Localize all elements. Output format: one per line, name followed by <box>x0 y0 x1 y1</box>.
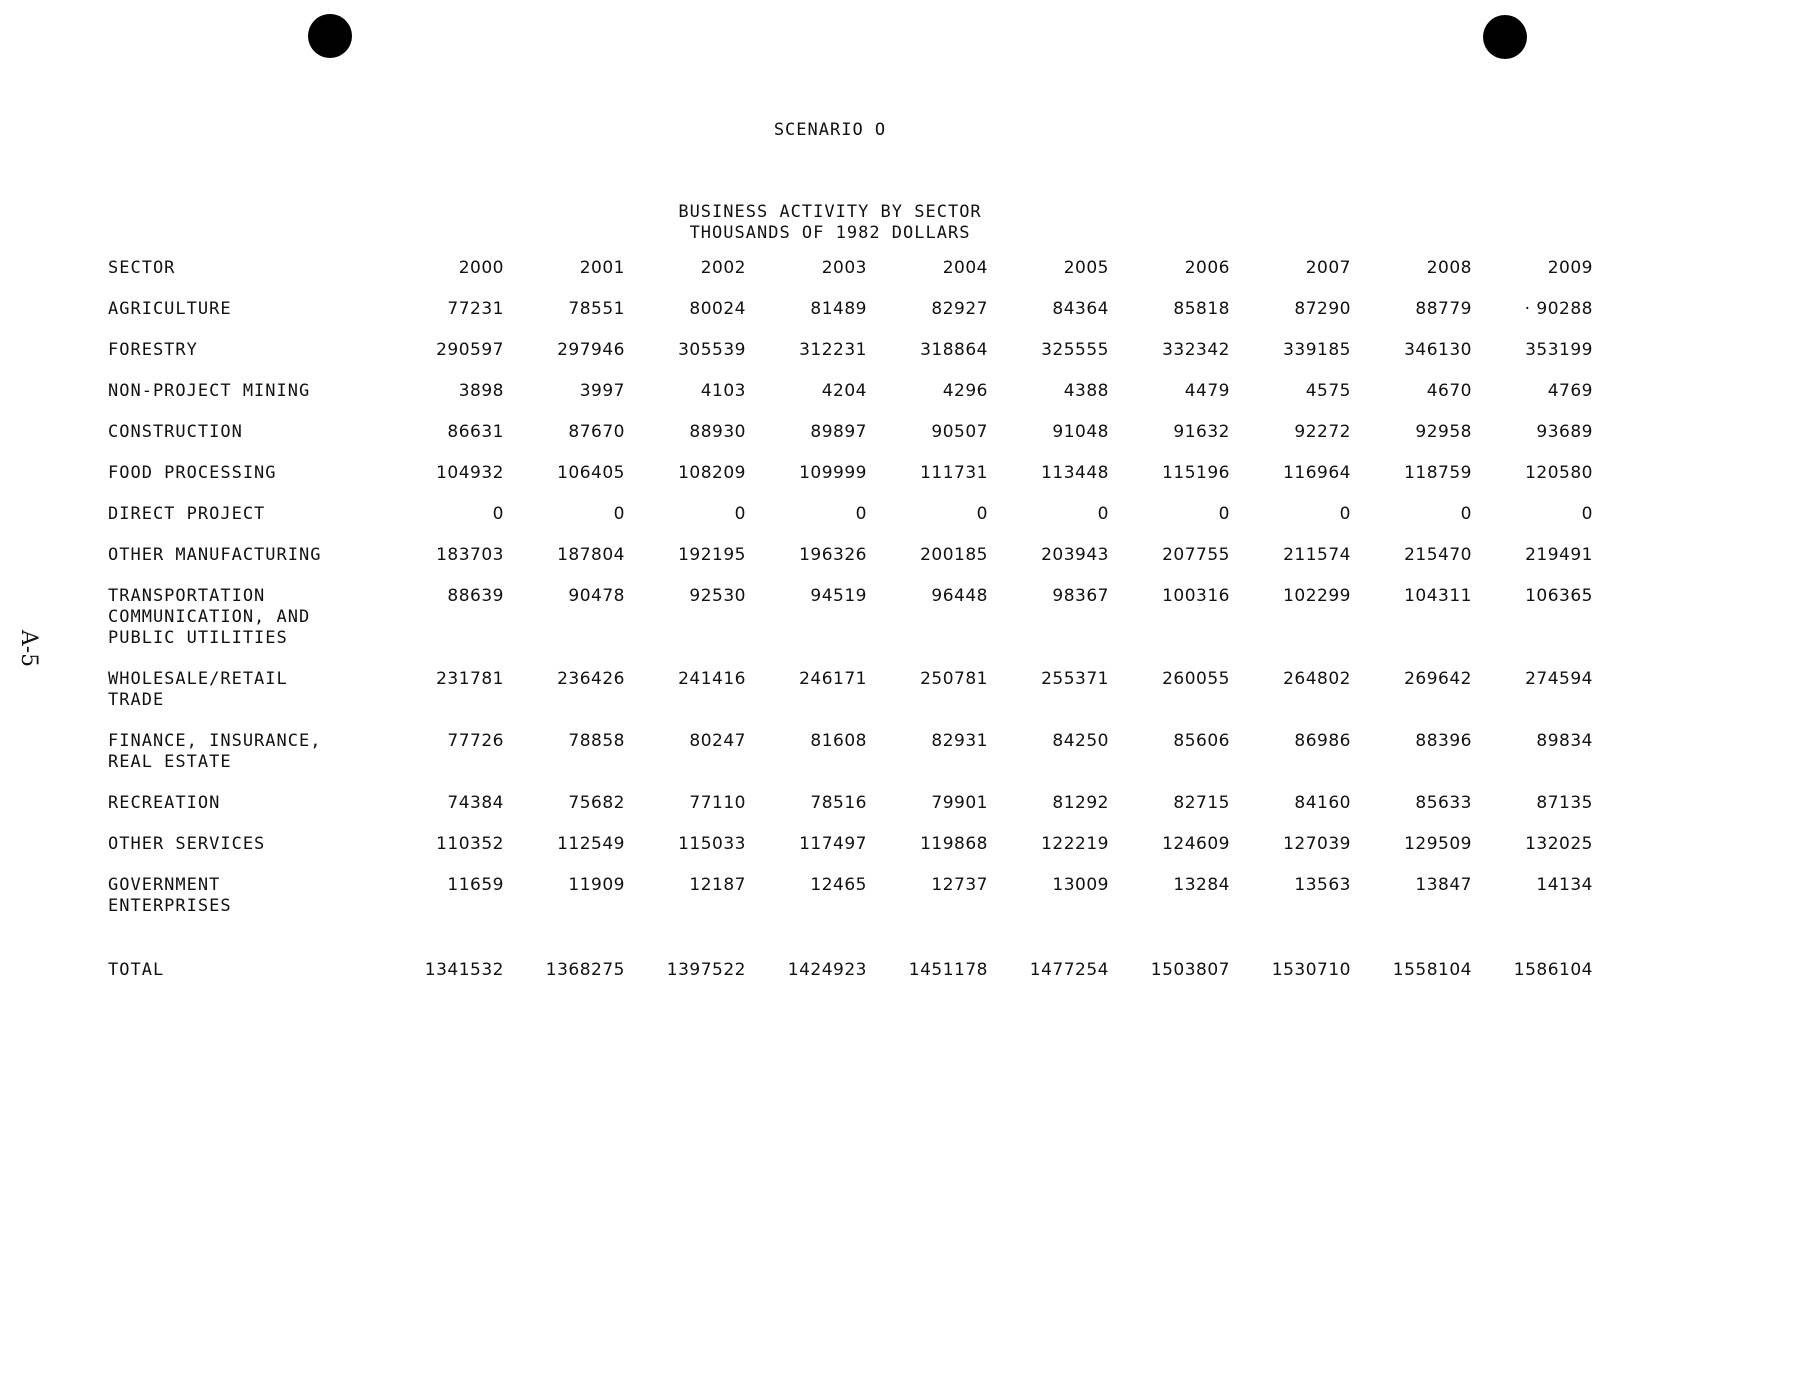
cell-value: 106405 <box>557 463 625 483</box>
year-header: 2002 <box>700 258 746 278</box>
cell-value: 12737 <box>931 875 988 895</box>
sector-column-header: SECTOR <box>108 258 176 278</box>
cell-value: 14134 <box>1536 875 1593 895</box>
cell-value: 187804 <box>557 545 625 565</box>
cell-value: 89897 <box>810 422 867 442</box>
cell-value: 77110 <box>689 793 746 813</box>
cell-value: 84250 <box>1052 731 1109 751</box>
cell-value: 246171 <box>799 669 867 689</box>
cell-value: 318864 <box>920 340 988 360</box>
cell-value: 290597 <box>436 340 504 360</box>
cell-value: 196326 <box>799 545 867 565</box>
sector-name: FOOD PROCESSING <box>108 463 277 483</box>
cell-value: 104932 <box>436 463 504 483</box>
cell-value: 115033 <box>678 834 746 854</box>
cell-value: 0 <box>613 504 625 524</box>
cell-value: 91048 <box>1052 422 1109 442</box>
table-row <box>108 299 1593 340</box>
cell-value: 1451178 <box>908 960 988 980</box>
cell-value: 81292 <box>1052 793 1109 813</box>
cell-value: 13847 <box>1415 875 1472 895</box>
cell-value: 80024 <box>689 299 746 319</box>
cell-value: 4769 <box>1547 381 1593 401</box>
cell-value: 111731 <box>920 463 988 483</box>
sector-name: FINANCE, INSURANCE, REAL ESTATE <box>108 731 322 772</box>
cell-value: 1477254 <box>1029 960 1109 980</box>
cell-value: 102299 <box>1283 586 1351 606</box>
cell-value: 260055 <box>1162 669 1230 689</box>
table-subtitle-line: THOUSANDS OF 1982 DOLLARS <box>689 223 971 243</box>
cell-value: 264802 <box>1283 669 1351 689</box>
cell-value: 122219 <box>1041 834 1109 854</box>
cell-value: 3898 <box>458 381 504 401</box>
header-row <box>108 258 1593 299</box>
year-header: 2001 <box>579 258 625 278</box>
cell-value: 13009 <box>1052 875 1109 895</box>
cell-value: 312231 <box>799 340 867 360</box>
table-row <box>108 545 1593 586</box>
cell-value: 0 <box>1097 504 1109 524</box>
cell-value: 108209 <box>678 463 746 483</box>
cell-value: 112549 <box>557 834 625 854</box>
cell-value: 84160 <box>1294 793 1351 813</box>
table-title-line: BUSINESS ACTIVITY BY SECTOR <box>678 202 982 222</box>
cell-value: 339185 <box>1283 340 1351 360</box>
table-row <box>108 586 1593 669</box>
cell-value: 86631 <box>447 422 504 442</box>
cell-value: 74384 <box>447 793 504 813</box>
cell-value: 85633 <box>1415 793 1472 813</box>
cell-value: 1586104 <box>1513 960 1593 980</box>
cell-value: 75682 <box>568 793 625 813</box>
cell-value: 77231 <box>447 299 504 319</box>
cell-value: 78516 <box>810 793 867 813</box>
cell-value: 80247 <box>689 731 746 751</box>
sector-name: TOTAL <box>108 960 165 980</box>
cell-value: 269642 <box>1404 669 1472 689</box>
table-row <box>108 463 1593 504</box>
table-row <box>108 340 1593 381</box>
cell-value: 89834 <box>1536 731 1593 751</box>
cell-value: 231781 <box>436 669 504 689</box>
cell-value: 79901 <box>931 793 988 813</box>
cell-value: 87135 <box>1536 793 1593 813</box>
punch-hole-right <box>1483 15 1527 59</box>
year-header: 2005 <box>1063 258 1109 278</box>
page-number: A-5 <box>16 629 42 668</box>
year-header: 2004 <box>942 258 988 278</box>
cell-value: 90478 <box>568 586 625 606</box>
cell-value: 124609 <box>1162 834 1230 854</box>
cell-value: 0 <box>976 504 988 524</box>
table-row <box>108 422 1593 463</box>
cell-value: 4670 <box>1426 381 1472 401</box>
table-row <box>108 504 1593 545</box>
cell-value: 4479 <box>1184 381 1230 401</box>
business-activity-table <box>108 258 1593 1001</box>
table-row <box>108 793 1593 834</box>
cell-value: 117497 <box>799 834 867 854</box>
year-header: 2008 <box>1426 258 1472 278</box>
cell-value: 1368275 <box>545 960 625 980</box>
cell-value: 78858 <box>568 731 625 751</box>
cell-value: 203943 <box>1041 545 1109 565</box>
cell-value: 219491 <box>1525 545 1593 565</box>
cell-value: 192195 <box>678 545 746 565</box>
cell-value: 81608 <box>810 731 867 751</box>
cell-value: 82927 <box>931 299 988 319</box>
cell-value: 85818 <box>1173 299 1230 319</box>
cell-value: 81489 <box>810 299 867 319</box>
sector-name: TRANSPORTATION COMMUNICATION, AND PUBLIC UTILITIES <box>108 586 311 648</box>
cell-value: 3997 <box>579 381 625 401</box>
cell-value: 207755 <box>1162 545 1230 565</box>
table-row <box>108 731 1593 793</box>
sector-name: AGRICULTURE <box>108 299 232 319</box>
cell-value: 13284 <box>1173 875 1230 895</box>
cell-value: 11659 <box>447 875 504 895</box>
cell-value: 1530710 <box>1271 960 1351 980</box>
cell-value: 82715 <box>1173 793 1230 813</box>
sector-name: FORESTRY <box>108 340 198 360</box>
sector-name: OTHER SERVICES <box>108 834 266 854</box>
cell-value: 0 <box>1339 504 1351 524</box>
cell-value: 94519 <box>810 586 867 606</box>
cell-value: 85606 <box>1173 731 1230 751</box>
cell-value: 86986 <box>1294 731 1351 751</box>
sector-name: DIRECT PROJECT <box>108 504 266 524</box>
cell-value: 119868 <box>920 834 988 854</box>
cell-value: 11909 <box>568 875 625 895</box>
cell-value: 274594 <box>1525 669 1593 689</box>
cell-value: 0 <box>1460 504 1472 524</box>
cell-value: 183703 <box>436 545 504 565</box>
cell-value: 115196 <box>1162 463 1230 483</box>
cell-value: 93689 <box>1536 422 1593 442</box>
cell-value: 129509 <box>1404 834 1472 854</box>
cell-value: 13563 <box>1294 875 1351 895</box>
cell-value: 0 <box>855 504 867 524</box>
cell-value: 1341532 <box>424 960 504 980</box>
cell-value: 88930 <box>689 422 746 442</box>
cell-value: 250781 <box>920 669 988 689</box>
cell-value: 241416 <box>678 669 746 689</box>
cell-value: 90507 <box>931 422 988 442</box>
cell-value: 4204 <box>821 381 867 401</box>
cell-value: 78551 <box>568 299 625 319</box>
cell-value: 346130 <box>1404 340 1472 360</box>
cell-value: 297946 <box>557 340 625 360</box>
sector-name: NON-PROJECT MINING <box>108 381 311 401</box>
cell-value: · 90288 <box>1524 299 1593 319</box>
year-header: 2006 <box>1184 258 1230 278</box>
table-row <box>108 669 1593 731</box>
punch-hole-left <box>308 14 352 58</box>
cell-value: 98367 <box>1052 586 1109 606</box>
table-row <box>108 834 1593 875</box>
cell-value: 0 <box>1581 504 1593 524</box>
cell-value: 87670 <box>568 422 625 442</box>
cell-value: 255371 <box>1041 669 1109 689</box>
cell-value: 88779 <box>1415 299 1472 319</box>
cell-value: 116964 <box>1283 463 1351 483</box>
cell-value: 211574 <box>1283 545 1351 565</box>
cell-value: 353199 <box>1525 340 1593 360</box>
cell-value: 1397522 <box>666 960 746 980</box>
cell-value: 110352 <box>436 834 504 854</box>
year-header: 2009 <box>1547 258 1593 278</box>
cell-value: 92958 <box>1415 422 1472 442</box>
cell-value: 82931 <box>931 731 988 751</box>
cell-value: 87290 <box>1294 299 1351 319</box>
cell-value: 127039 <box>1283 834 1351 854</box>
table-body <box>108 299 1593 1001</box>
cell-value: 92272 <box>1294 422 1351 442</box>
table-row <box>108 875 1593 937</box>
year-header: 2000 <box>458 258 504 278</box>
cell-value: 200185 <box>920 545 988 565</box>
cell-value: 236426 <box>557 669 625 689</box>
cell-value: 84364 <box>1052 299 1109 319</box>
cell-value: 109999 <box>799 463 867 483</box>
sector-name: CONSTRUCTION <box>108 422 243 442</box>
cell-value: 91632 <box>1173 422 1230 442</box>
scenario-heading: SCENARIO O <box>773 120 887 140</box>
cell-value: 113448 <box>1041 463 1109 483</box>
table-row <box>108 381 1593 422</box>
cell-value: 1503807 <box>1150 960 1230 980</box>
cell-value: 4575 <box>1305 381 1351 401</box>
cell-value: 325555 <box>1041 340 1109 360</box>
cell-value: 96448 <box>931 586 988 606</box>
cell-value: 92530 <box>689 586 746 606</box>
cell-value: 4103 <box>700 381 746 401</box>
sector-name: RECREATION <box>108 793 221 813</box>
cell-value: 118759 <box>1404 463 1472 483</box>
cell-value: 88396 <box>1415 731 1472 751</box>
cell-value: 77726 <box>447 731 504 751</box>
total-row <box>108 937 1593 1001</box>
sector-name: GOVERNMENT ENTERPRISES <box>108 875 232 916</box>
sector-name: WHOLESALE/RETAIL TRADE <box>108 669 288 710</box>
cell-value: 332342 <box>1162 340 1230 360</box>
cell-value: 120580 <box>1525 463 1593 483</box>
cell-value: 12187 <box>689 875 746 895</box>
table-title <box>0 202 1660 244</box>
cell-value: 106365 <box>1525 586 1593 606</box>
cell-value: 100316 <box>1162 586 1230 606</box>
cell-value: 1558104 <box>1392 960 1472 980</box>
cell-value: 215470 <box>1404 545 1472 565</box>
cell-value: 1424923 <box>787 960 867 980</box>
sector-name: OTHER MANUFACTURING <box>108 545 322 565</box>
year-header: 2007 <box>1305 258 1351 278</box>
cell-value: 12465 <box>810 875 867 895</box>
cell-value: 0 <box>492 504 504 524</box>
year-header: 2003 <box>821 258 867 278</box>
cell-value: 0 <box>734 504 746 524</box>
cell-value: 0 <box>1218 504 1230 524</box>
cell-value: 305539 <box>678 340 746 360</box>
cell-value: 132025 <box>1525 834 1593 854</box>
cell-value: 4296 <box>942 381 988 401</box>
cell-value: 88639 <box>447 586 504 606</box>
cell-value: 104311 <box>1404 586 1472 606</box>
cell-value: 4388 <box>1063 381 1109 401</box>
